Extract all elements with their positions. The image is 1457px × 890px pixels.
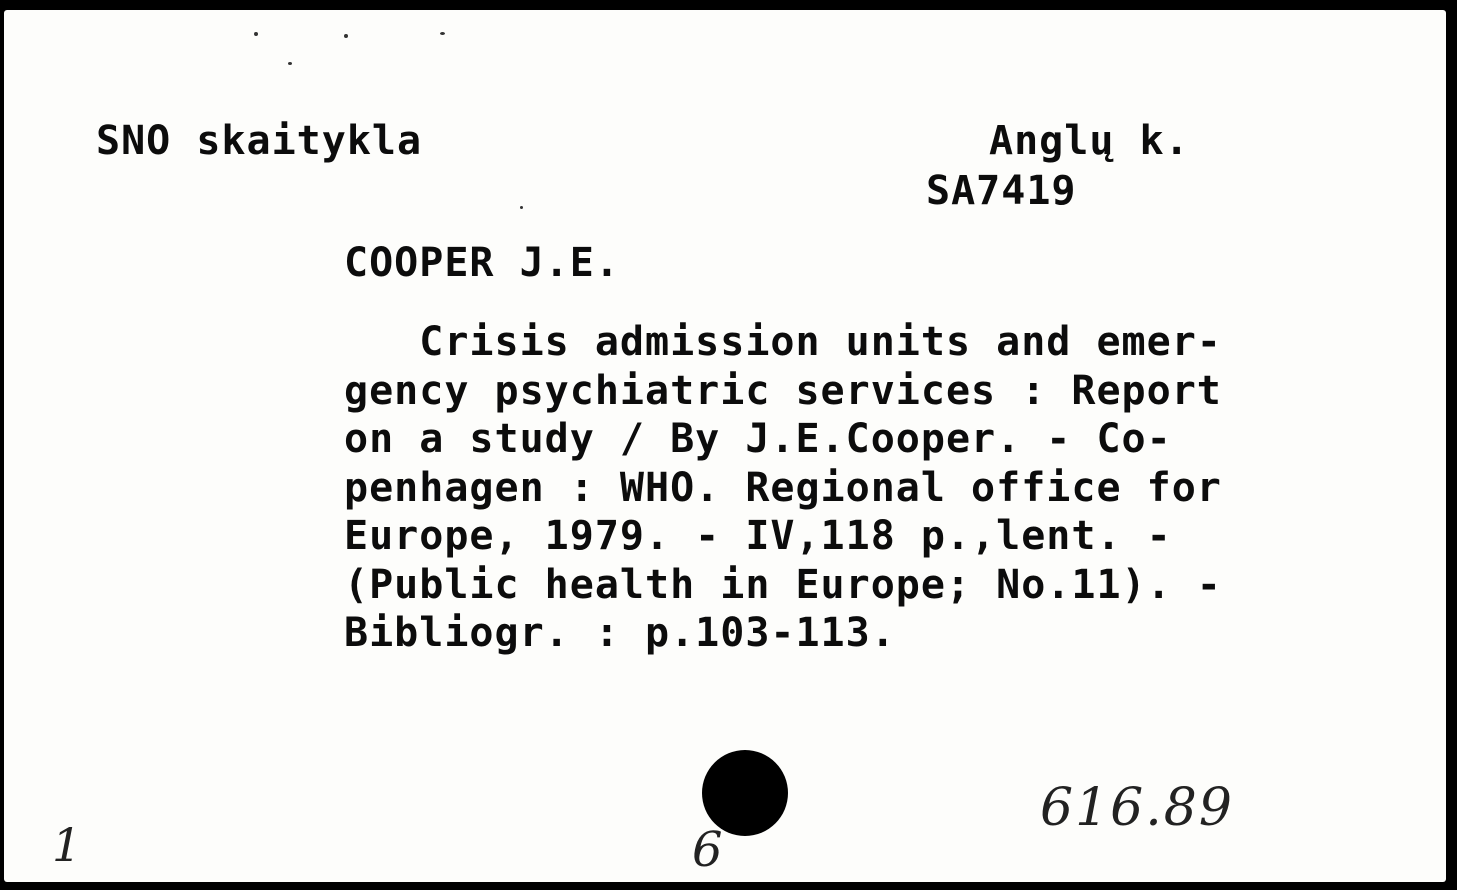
author-heading: COOPER J.E. xyxy=(344,240,620,286)
handwritten-number-center: 6 xyxy=(692,822,723,878)
ink-speck xyxy=(440,32,445,35)
ink-speck xyxy=(344,34,348,38)
ink-speck xyxy=(254,32,258,36)
description-line: on a study / By J.E.Cooper. - Co- xyxy=(344,416,1172,462)
catalog-card xyxy=(4,10,1446,882)
description-line: Europe, 1979. - IV,118 p.,lent. - xyxy=(344,513,1172,559)
description-line: penhagen : WHO. Regional office for xyxy=(344,464,1222,511)
ink-speck xyxy=(288,62,292,65)
library-name: SNO skaitykla xyxy=(96,118,423,164)
shelf-mark: SA7419 xyxy=(926,168,1077,214)
description-line: gency psychiatric services : Report xyxy=(344,367,1222,414)
handwritten-number-left: 1 xyxy=(52,818,82,872)
description-line: Bibliogr. : p.103-113. xyxy=(344,610,896,656)
bibliographic-description xyxy=(344,318,1222,658)
description-line: (Public health in Europe; No.11). - xyxy=(344,561,1222,608)
ink-speck xyxy=(520,206,523,209)
handwritten-classification: 616.89 xyxy=(1040,778,1234,838)
language-label: Anglų k. xyxy=(989,118,1190,164)
description-line: Crisis admission units and emer- xyxy=(344,319,1222,365)
